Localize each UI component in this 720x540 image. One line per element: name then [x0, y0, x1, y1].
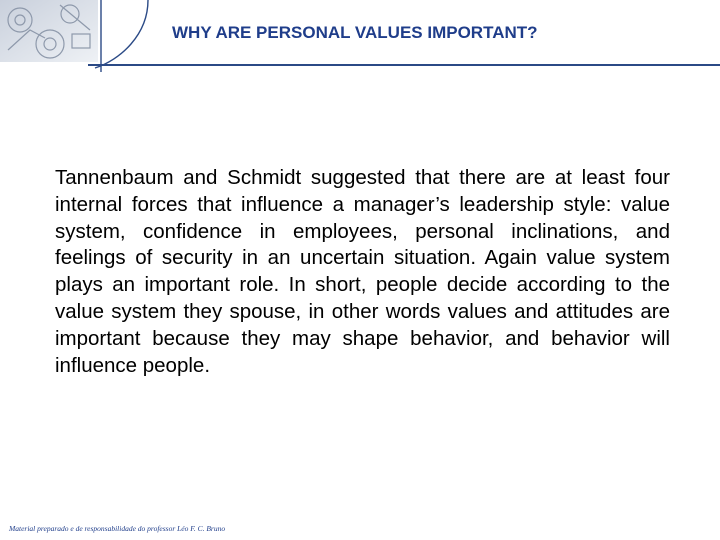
- header-divider: [88, 64, 720, 66]
- header-decorative-graphic: [0, 0, 150, 72]
- slide-title: WHY ARE PERSONAL VALUES IMPORTANT?: [172, 23, 538, 42]
- footer-credit: Material preparado e de responsabilidade do professor Léo F. C. Bruno: [9, 524, 226, 533]
- slide-body-paragraph: Tannenbaum and Schmidt suggested that there are at least four internal forces that influence a manager’s leadership style: value system, confidence in employees, personal inclinations, and feelings of security in an uncertain situation. Again value system plays an important role. In short, people decide according to the value system they spouse, in other words values and attitudes are important because they may shape behavior, and behavior will influence people.: [55, 166, 670, 377]
